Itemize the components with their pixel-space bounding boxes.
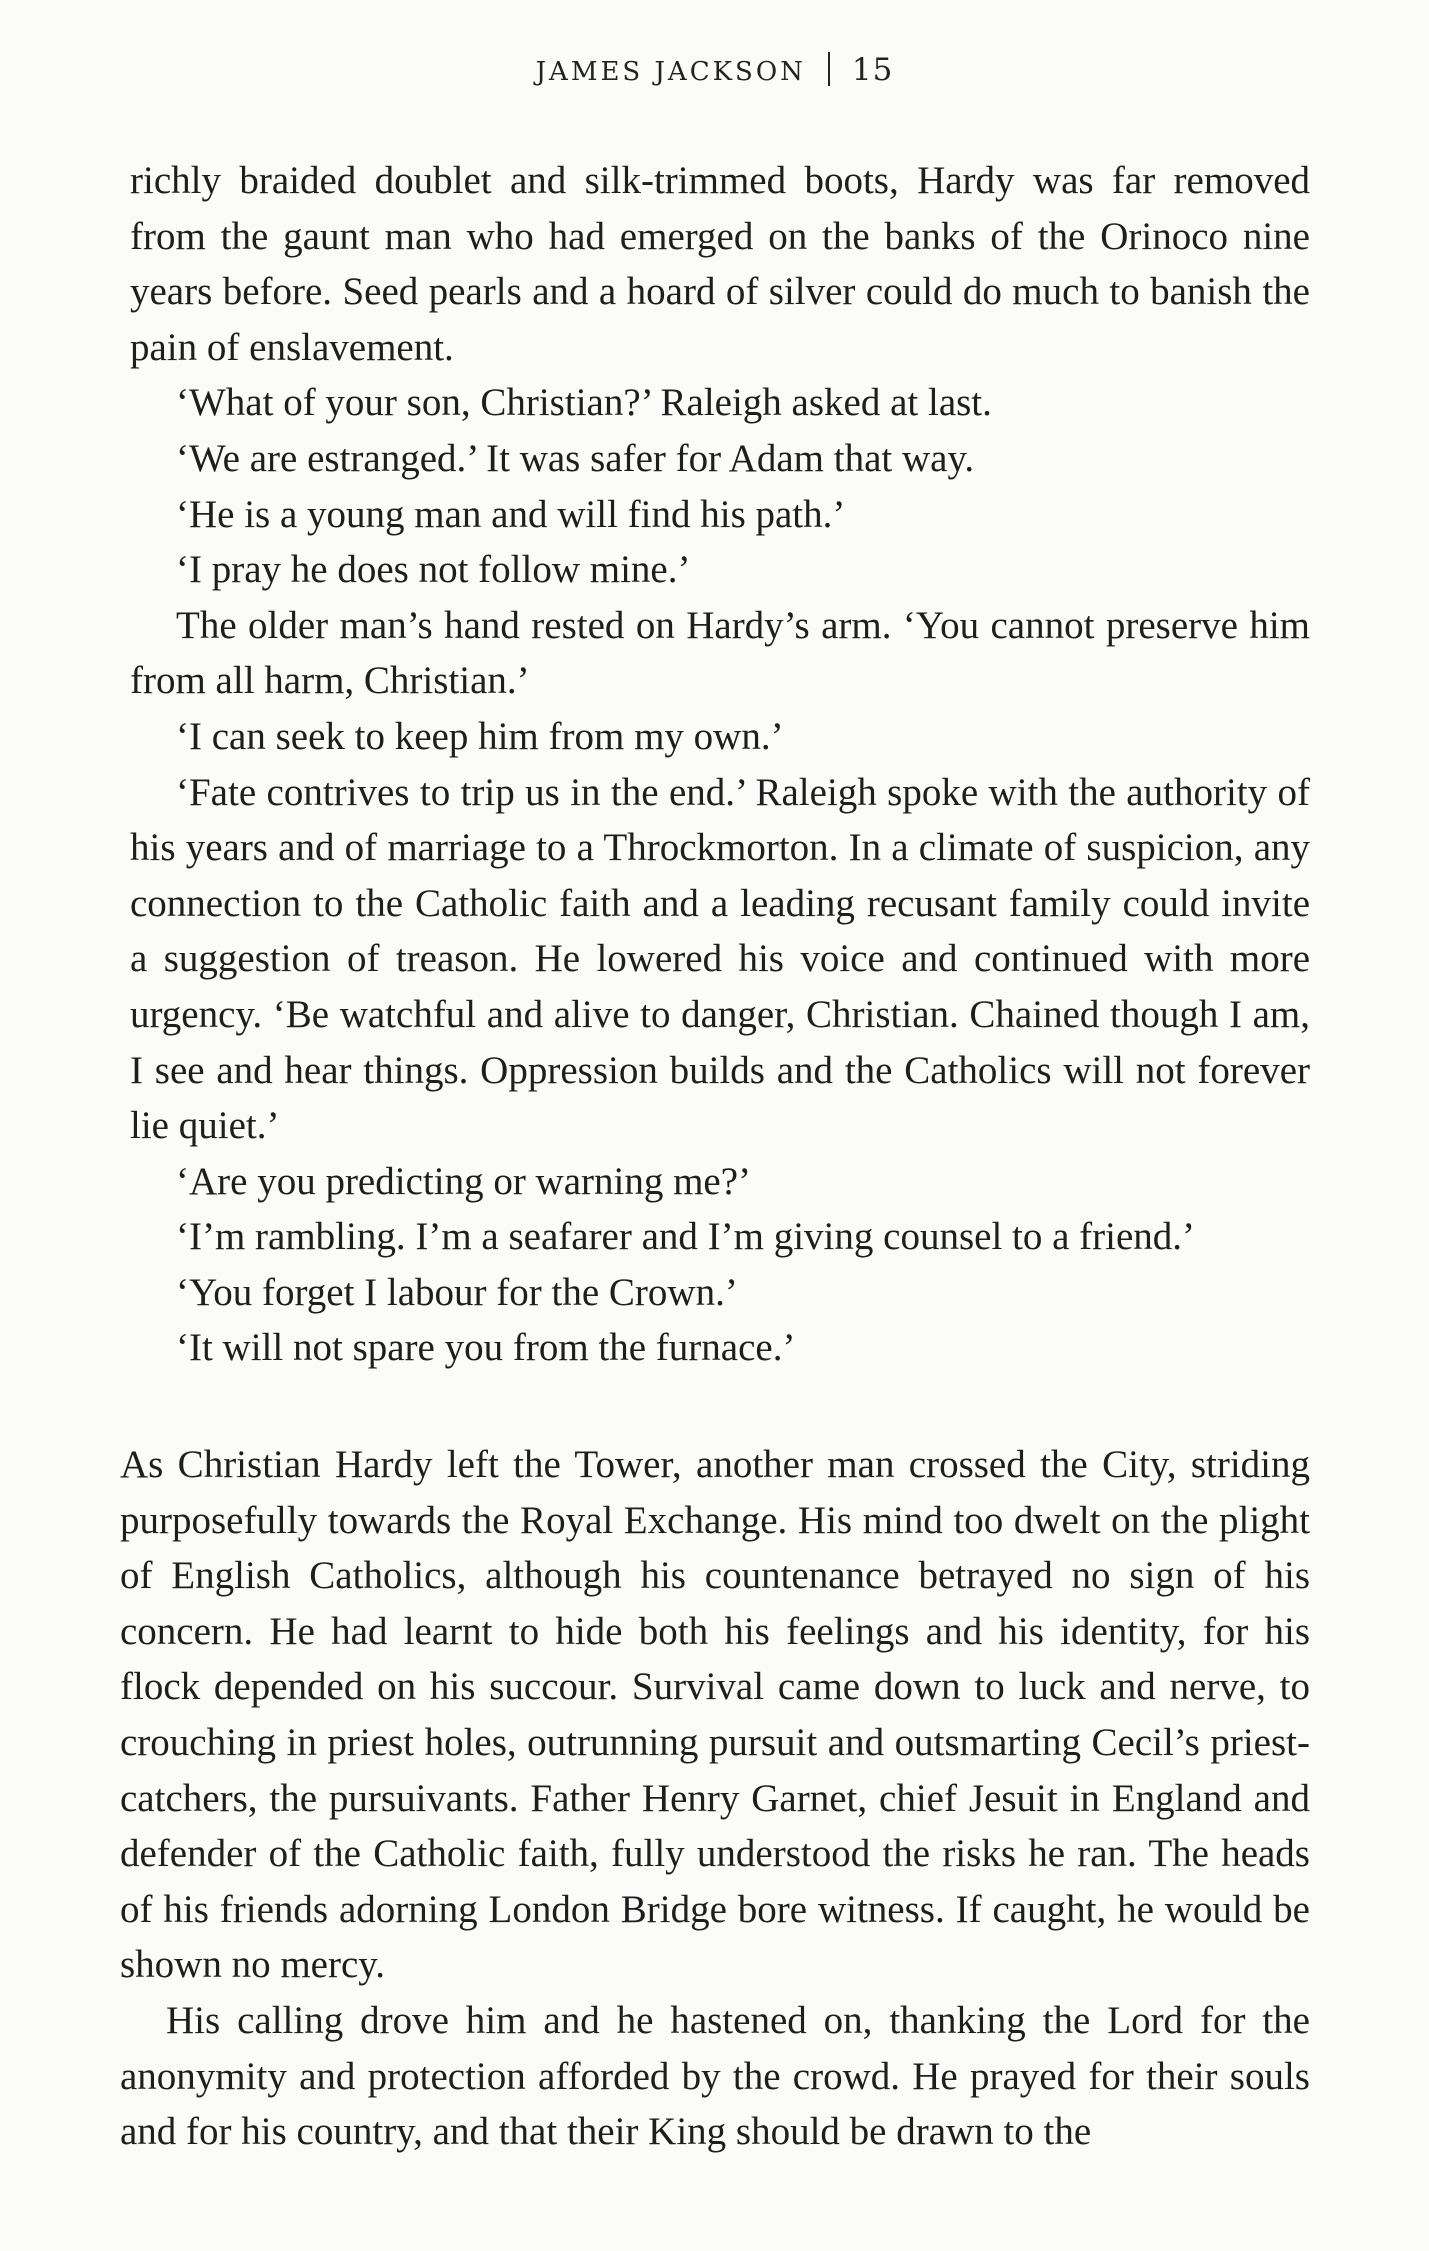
header-divider (828, 52, 830, 86)
paragraph: ‘I can seek to keep him from my own.’ (176, 714, 784, 758)
paragraph: His calling drove him and he hastened on, thanking the Lord for the anonymity and protection afforded by the crowd. He prayed for their souls and for his country, and that their King should be drawn to the (120, 1998, 1310, 2154)
paragraph: ‘What of your son, Christian?’ Raleigh asked at last. (176, 381, 992, 425)
paragraph: ‘Fate contrives to trip us in the end.’ Raleigh spoke with the authority of his years and of marriage to a Throckmorton. In a climate of suspicion, any connection to the Catholic faith and a leading recusant family could invite a suggestion of treason. He lowered his voice and continued with more urgency. ‘Be watchful and alive to danger, Christian. Chained though I am, I see and hear things. Oppression builds and the Catholics will not forever lie quiet.’ (130, 770, 1310, 1148)
paragraph: ‘I pray he does not follow mine.’ (176, 548, 691, 592)
paragraph: ‘It will not spare you from the furnace.’ (176, 1326, 796, 1370)
paragraph: richly braided doublet and silk-trimmed boots, Hardy was far removed from the gaunt man who had emerged on the banks of the Orinoco nine years before. Seed pearls and a hoard of silver could do much to banish the pain of enslavement. (130, 159, 1310, 369)
running-header (0, 52, 1429, 88)
text-block-dialogue (130, 153, 1310, 1376)
text-block-narrative (120, 1437, 1310, 2160)
paragraph: ‘He is a young man and will find his path.’ (176, 492, 846, 536)
paragraph: ‘Are you predicting or warning me?’ (176, 1159, 752, 1203)
page-number: 15 (851, 52, 894, 88)
paragraph: ‘We are estranged.’ It was safer for Adam that way. (176, 436, 975, 480)
paragraph: ‘You forget I labour for the Crown.’ (176, 1270, 738, 1314)
running-header-author: JAMES JACKSON (535, 57, 806, 87)
paragraph: The older man’s hand rested on Hardy’s arm. ‘You cannot preserve him from all harm, Christian.’ (130, 603, 1310, 703)
paragraph: As Christian Hardy left the Tower, another man crossed the City, striding purposefully towards the Royal Exchange. His mind too dwelt on the plight of English Catholics, although his countenance betrayed no sign of his concern. He had learnt to hide both his feelings and his identity, for his flock depended on his succour. Survival came down to luck and nerve, to crouching in priest holes, outrunning pursuit and outsmarting Cecil’s priest-catchers, the pursuivants. Father Henry Garnet, chief Jesuit in England and defender of the Catholic faith, fully understood the risks he ran. The heads of his friends adorning London Bridge bore witness. If caught, he would be shown no mercy. (120, 1443, 1310, 1987)
paragraph: ‘I’m rambling. I’m a seafarer and I’m giving counsel to a friend.’ (176, 1215, 1196, 1259)
